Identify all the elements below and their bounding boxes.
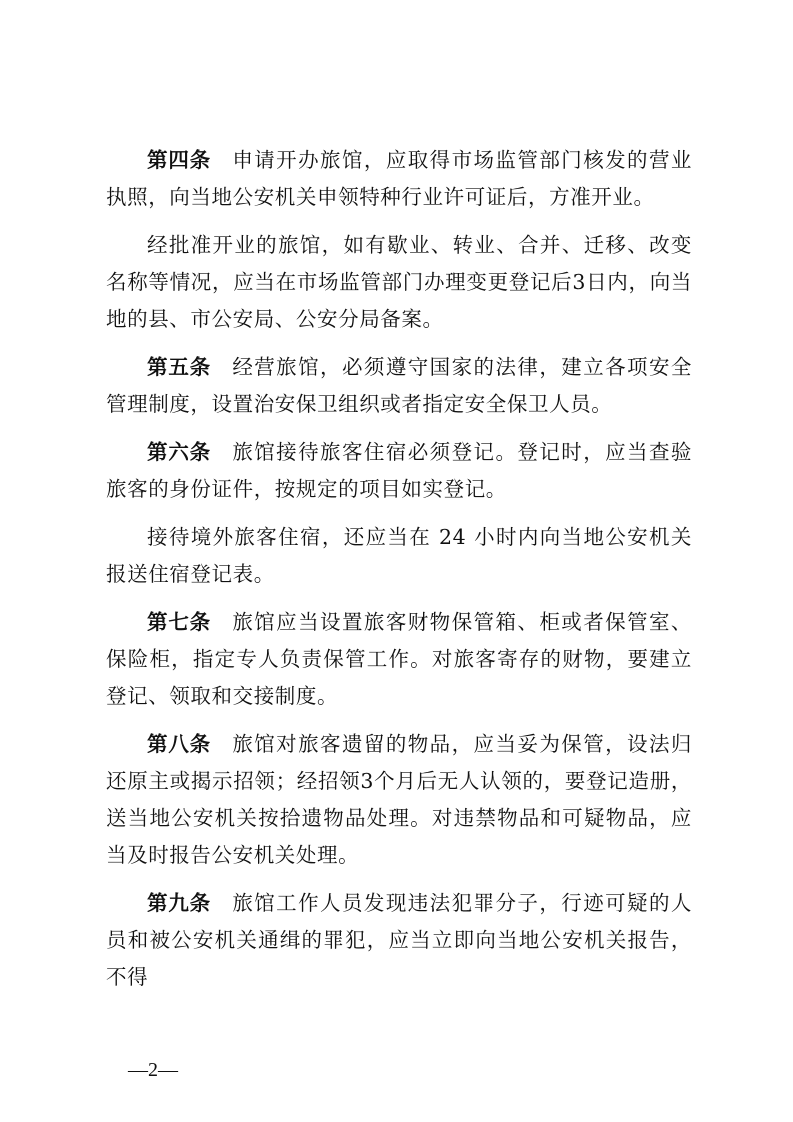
paragraph-article-8 bbox=[106, 726, 692, 874]
document-body bbox=[106, 142, 692, 1007]
article-number: 第六条 bbox=[147, 440, 211, 464]
article-number: 第七条 bbox=[147, 610, 211, 634]
paragraph-article-4 bbox=[106, 142, 692, 216]
paragraph-article-5 bbox=[106, 349, 692, 423]
paragraph-article-4-continued bbox=[106, 227, 692, 338]
paragraph-text: 旅馆工作人员发现违法犯罪分子，行迹可疑的人员和被公安机关通缉的罪犯，应当立即向当地公安机关报告，不得 bbox=[106, 891, 693, 989]
paragraph-article-7 bbox=[106, 604, 692, 715]
article-number: 第五条 bbox=[147, 355, 211, 379]
paragraph-article-9 bbox=[106, 885, 692, 996]
paragraph-text: 申请开办旅馆，应取得市场监管部门核发的营业执照，向当地公安机关申领特种行业许可证后，方准开业。 bbox=[106, 148, 693, 209]
paragraph-text: 旅馆对旅客遗留的物品，应当妥为保管，设法归还原主或揭示招领；经招领3个月后无人认领的，要登记造册，送当地公安机关按拾遗物品处理。对违禁物品和可疑物品，应当及时报告公安机关处理。 bbox=[106, 732, 693, 867]
paragraph-text: 接待境外旅客住宿，还应当在 24 小时内向当地公安机关报送住宿登记表。 bbox=[106, 525, 692, 586]
article-number: 第九条 bbox=[147, 891, 211, 915]
article-number: 第八条 bbox=[147, 732, 211, 756]
paragraph-text: 旅馆应当设置旅客财物保管箱、柜或者保管室、保险柜，指定专人负责保管工作。对旅客寄存的财物，要建立登记、领取和交接制度。 bbox=[106, 610, 693, 708]
paragraph-article-6-continued bbox=[106, 519, 692, 593]
article-number: 第四条 bbox=[147, 148, 211, 172]
paragraph-text: 旅馆接待旅客住宿必须登记。登记时，应当查验旅客的身份证件，按规定的项目如实登记。 bbox=[106, 440, 693, 501]
paragraph-text: 经营旅馆，必须遵守国家的法律，建立各项安全管理制度，设置治安保卫组织或者指定安全保卫人员。 bbox=[106, 355, 693, 416]
page-number: —2— bbox=[128, 1059, 178, 1081]
paragraph-article-6 bbox=[106, 434, 692, 508]
paragraph-text: 经批准开业的旅馆，如有歇业、转业、合并、迁移、改变名称等情况，应当在市场监管部门办理变更登记后3日内，向当地的县、市公安局、公安分局备案。 bbox=[106, 233, 692, 331]
